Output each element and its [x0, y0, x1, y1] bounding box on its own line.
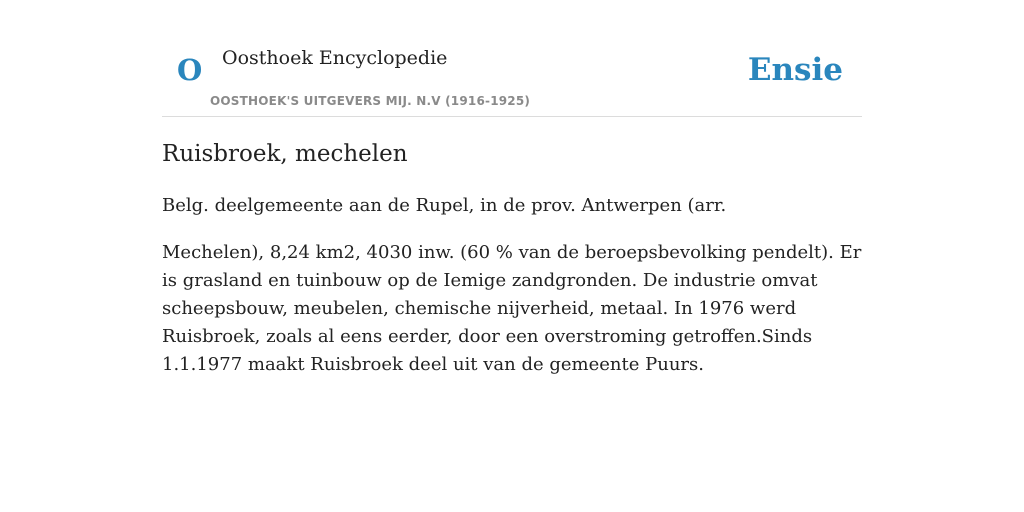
page-container	[162, 0, 862, 512]
site-header	[162, 0, 862, 117]
article-paragraph: Belg. deelgemeente aan de Rupel, in de prov. Antwerpen (arr.	[162, 195, 727, 216]
oosthoek-logo[interactable]: O	[177, 53, 203, 87]
article-paragraph: Mechelen), 8,24 km2, 4030 inw. (60 % van de beroepsbevolking pendelt). Er is grasland en tuinbouw op de Iemige zandgronden. De industrie omvat scheepsbouw, meubelen, chemische nijverheid, metaal. In 1976 werd Ruisbroek, zoals al eens eerder, door een overstroming getroffen.Sinds 1.1.1977 maakt Ruisbroek deel uit van de gemeente Puurs.	[162, 242, 862, 375]
ensie-brand-link[interactable]: Ensie	[747, 52, 843, 88]
article-title: Ruisbroek, mechelen	[162, 141, 408, 167]
site-title[interactable]: Oosthoek Encyclopedie	[222, 47, 448, 69]
site-subtitle: OOSTHOEK'S UITGEVERS MIJ. N.V (1916-1925)	[210, 94, 531, 108]
